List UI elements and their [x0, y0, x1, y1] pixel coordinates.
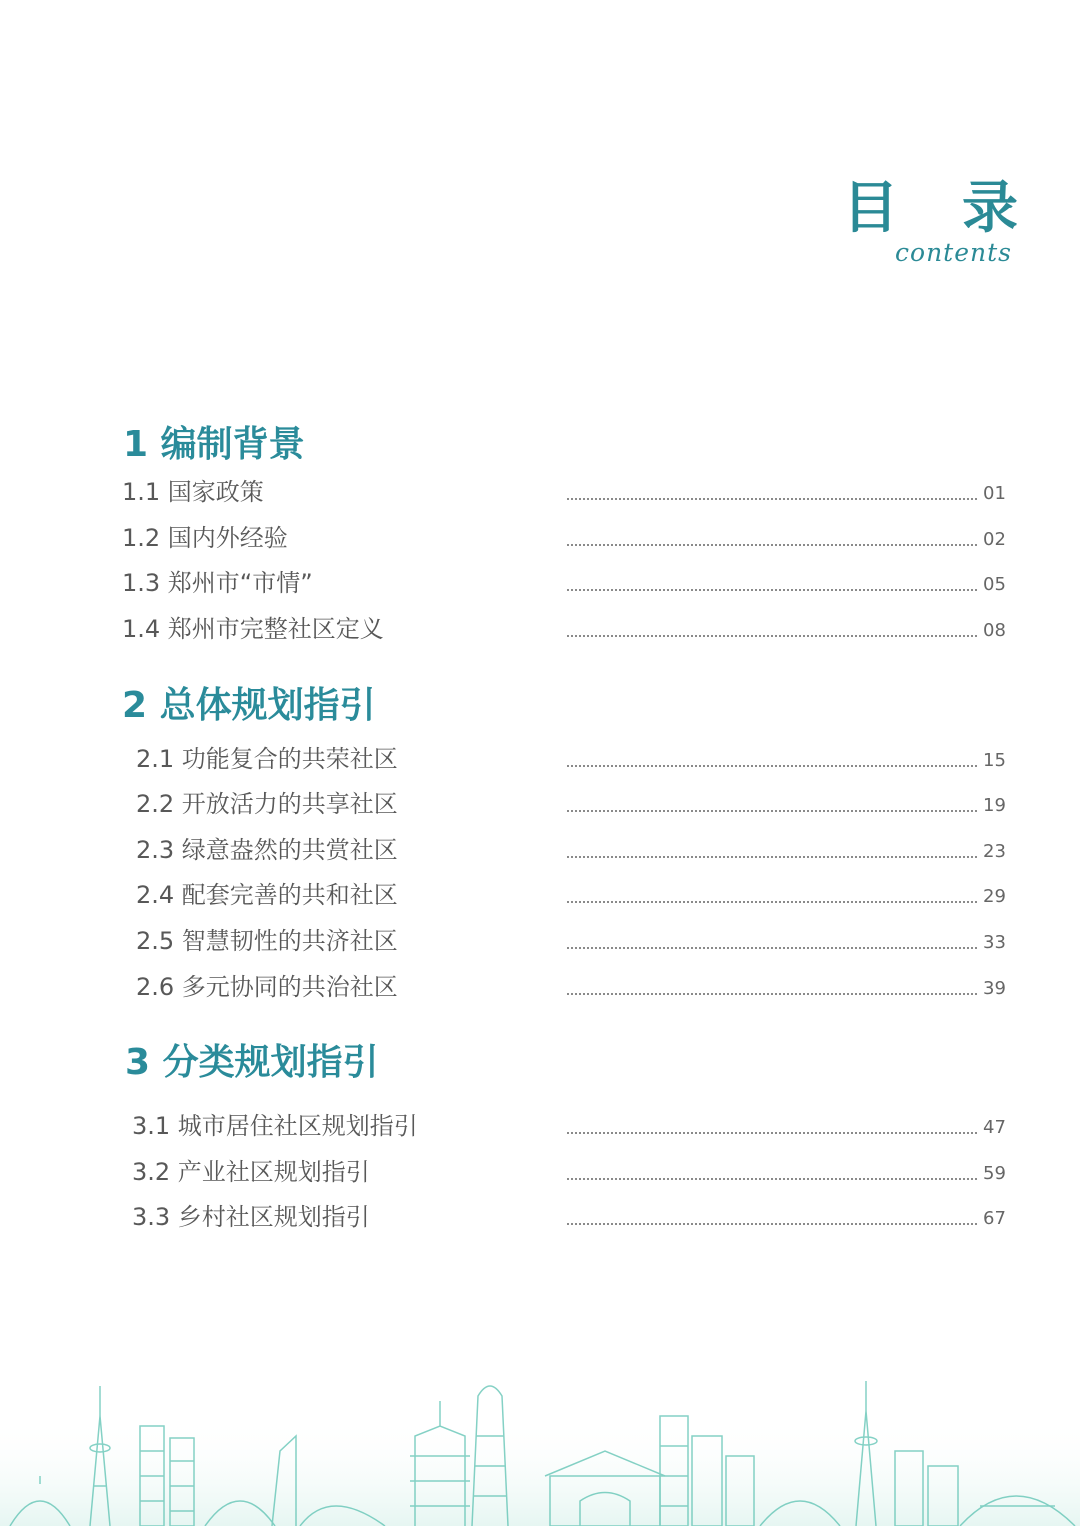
leader-dots [567, 901, 977, 903]
toc-entry-label: 2.1 功能复合的共荣社区 [136, 745, 398, 773]
toc-entry-label: 1.4 郑州市完整社区定义 [122, 615, 384, 643]
toc-entry-label: 1.2 国内外经验 [122, 524, 288, 552]
leader-dots [567, 765, 977, 767]
toc-entry-page: 29 [983, 886, 1006, 907]
toc-entry[interactable] [0, 877, 1080, 913]
section-heading-3: 3 分类规划指引 [125, 1042, 379, 1083]
toc-entry-label: 3.1 城市居住社区规划指引 [132, 1112, 418, 1140]
toc-entry-label: 2.6 多元协同的共治社区 [136, 973, 398, 1001]
toc-entry[interactable] [0, 786, 1080, 822]
city-skyline-illustration [0, 1356, 1080, 1526]
toc-entry-page: 67 [983, 1208, 1006, 1229]
leader-dots [567, 856, 977, 858]
toc-entry-page: 59 [983, 1163, 1006, 1184]
toc-entry-label: 2.2 开放活力的共享社区 [136, 790, 398, 818]
toc-entry-label: 1.1 国家政策 [122, 478, 264, 506]
leader-dots [567, 1132, 977, 1134]
toc-entry[interactable] [0, 969, 1080, 1005]
toc-entry-page: 33 [983, 932, 1006, 953]
leader-dots [567, 1178, 977, 1180]
toc-entry-page: 19 [983, 795, 1006, 816]
toc-entry-label: 2.4 配套完善的共和社区 [136, 881, 398, 909]
toc-entry[interactable] [0, 741, 1080, 777]
toc-entry-page: 15 [983, 750, 1006, 771]
toc-entry-page: 39 [983, 978, 1006, 999]
toc-entry-label: 3.2 产业社区规划指引 [132, 1158, 370, 1186]
toc-entry-label: 2.3 绿意盎然的共赏社区 [136, 836, 398, 864]
toc-entry-label: 1.3 郑州市“市情” [122, 569, 313, 597]
toc-entry-page: 08 [983, 620, 1006, 641]
toc-entry-page: 23 [983, 841, 1006, 862]
section-heading-1: 1 编制背景 [123, 424, 305, 465]
toc-entry[interactable] [0, 565, 1080, 601]
toc-entry[interactable] [0, 520, 1080, 556]
toc-entry-page: 05 [983, 574, 1006, 595]
toc-entry[interactable] [0, 1154, 1080, 1190]
leader-dots [567, 635, 977, 637]
page-title: 目 录 [842, 176, 1040, 241]
leader-dots [567, 1223, 977, 1225]
section-heading-2: 2 总体规划指引 [122, 685, 376, 726]
toc-entry[interactable] [0, 832, 1080, 868]
leader-dots [567, 589, 977, 591]
toc-entry-page: 02 [983, 529, 1006, 550]
toc-entry[interactable] [0, 611, 1080, 647]
toc-header [842, 176, 1040, 267]
toc-entry-label: 2.5 智慧韧性的共济社区 [136, 927, 398, 955]
toc-entry-page: 47 [983, 1117, 1006, 1138]
toc-entry[interactable] [0, 1199, 1080, 1235]
leader-dots [567, 544, 977, 546]
leader-dots [567, 947, 977, 949]
leader-dots [567, 498, 977, 500]
toc-entry-page: 01 [983, 483, 1006, 504]
toc-entry[interactable] [0, 1108, 1080, 1144]
leader-dots [567, 993, 977, 995]
leader-dots [567, 810, 977, 812]
page-subtitle: contents [895, 238, 1012, 267]
toc-entry-label: 3.3 乡村社区规划指引 [132, 1203, 370, 1231]
toc-entry[interactable] [0, 474, 1080, 510]
toc-entry[interactable] [0, 923, 1080, 959]
